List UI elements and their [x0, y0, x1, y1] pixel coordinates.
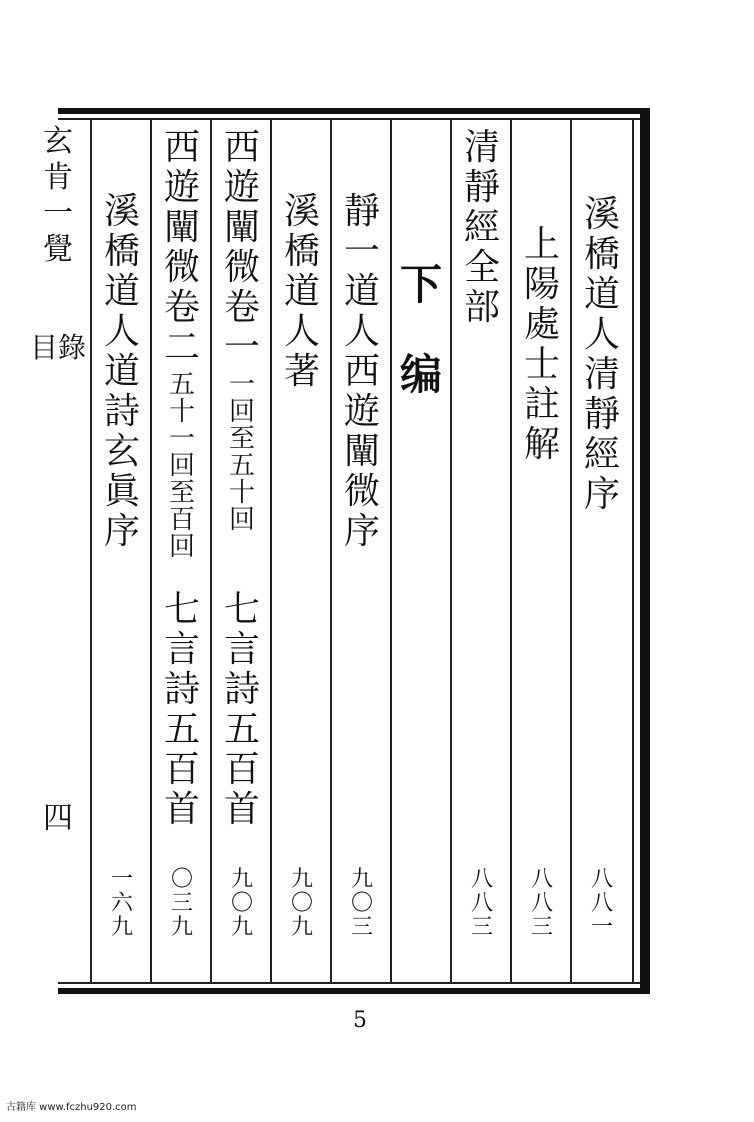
- toc-entry-title: 溪橋道人著: [283, 191, 320, 392]
- right-border: [640, 108, 650, 994]
- margin-section-label: 目錄: [30, 331, 87, 364]
- column-divider: [210, 120, 212, 982]
- toc-entry-page: 八八三: [470, 867, 493, 940]
- margin-leaf-number: 四: [43, 801, 73, 836]
- toc-entry-title: 溪橋道人道詩玄眞序: [103, 191, 140, 552]
- toc-entry-title: 上陽處士註解: [523, 224, 560, 465]
- toc-entry-chapters: 一回至五十回: [228, 370, 255, 535]
- toc-entry-title: 西遊闡微卷二: [163, 127, 200, 368]
- column-divider: [570, 120, 572, 982]
- toc-entry-title: 清靜經全部: [463, 127, 500, 328]
- bottom-border: [58, 988, 650, 994]
- toc-entry-title: 西遊闡微卷一: [223, 127, 260, 368]
- column-divider: [150, 120, 152, 982]
- column-divider: [270, 120, 272, 982]
- toc-entry-poems: 七言詩五百首: [223, 589, 260, 830]
- column-divider: [330, 120, 332, 982]
- toc-entry-page: 八八一: [590, 867, 613, 940]
- column-divider: [390, 120, 392, 982]
- toc-entry-page: 九〇九: [290, 867, 313, 940]
- right-border-inner: [632, 118, 634, 984]
- column-divider: [90, 120, 92, 982]
- bottom-border-inner: [58, 982, 650, 984]
- toc-entry-page: 一六九: [110, 867, 133, 940]
- toc-entry-page: 九〇三: [350, 867, 373, 940]
- column-divider: [450, 120, 452, 982]
- page-number: 5: [353, 1008, 367, 1033]
- section-heading: 下编: [399, 260, 442, 399]
- top-border-inner: [58, 118, 650, 120]
- toc-entry-poems: 七言詩五百首: [163, 589, 200, 830]
- watermark-text: 古籍库 www.fczhu920.com: [6, 1102, 137, 1113]
- column-divider: [510, 120, 512, 982]
- top-border: [58, 108, 650, 114]
- toc-entry-page: 八八三: [530, 867, 553, 940]
- toc-entry-chapters: 五十一回至百回: [168, 370, 195, 562]
- margin-book-title: 玄肯一覺: [43, 124, 73, 267]
- toc-entry-page: 九〇九: [230, 867, 253, 940]
- toc-entry-title: 靜一道人西遊闡微序: [343, 191, 380, 552]
- toc-entry-page: 〇三九: [170, 867, 193, 940]
- toc-entry-title: 溪橋道人清靜經序: [583, 194, 620, 515]
